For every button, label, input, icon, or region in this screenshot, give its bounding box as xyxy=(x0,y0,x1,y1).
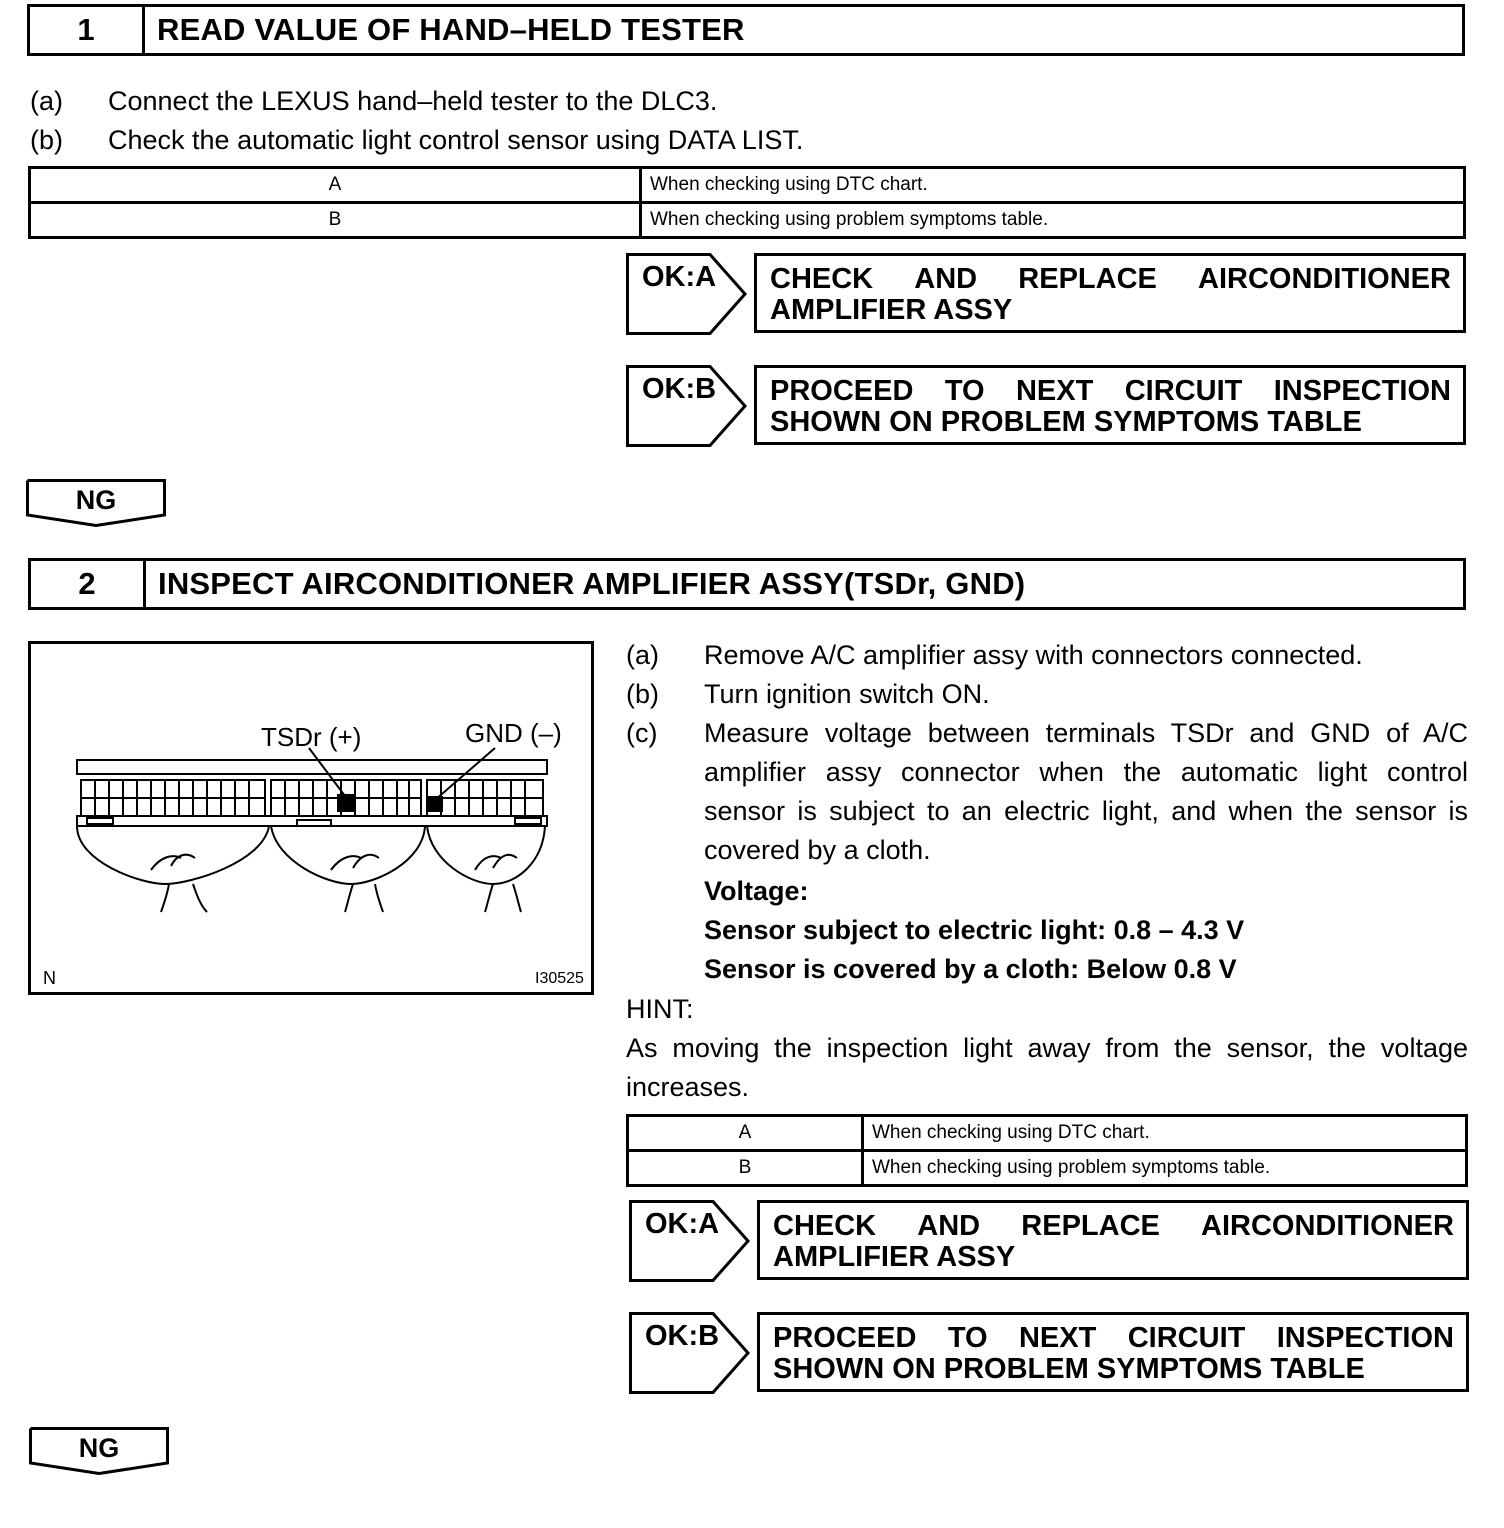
result-line-1: PROCEED TO NEXT CIRCUIT INSPECTION xyxy=(770,375,1451,407)
instruction-item xyxy=(30,121,1460,160)
ng-arrow xyxy=(26,479,166,527)
condition-table xyxy=(626,1114,1468,1187)
ok-b-arrow xyxy=(629,1312,753,1394)
connector-drawing xyxy=(31,644,591,992)
figure-id: I30525 xyxy=(535,970,584,987)
condition-desc: When checking using problem symptoms table. xyxy=(863,1151,1467,1186)
result-line-2: AMPLIFIER ASSY xyxy=(773,1241,1016,1273)
step-number: 2 xyxy=(31,561,146,607)
ok-b-arrow xyxy=(626,365,750,447)
table-row xyxy=(30,203,1465,238)
step-1-header xyxy=(27,4,1465,56)
instruction-item xyxy=(626,675,1468,714)
instruction-text: Remove A/C amplifier assy with connectors connected. xyxy=(704,640,1363,670)
voltage-spec-line: Sensor subject to electric light: 0.8 – 4.3 V xyxy=(704,915,1245,945)
ok-a-arrow xyxy=(626,253,750,335)
result-line-1: CHECK AND REPLACE AIRCONDITIONER xyxy=(770,263,1451,295)
gnd-label: GND (–) xyxy=(465,718,562,748)
figure-corner-left: N xyxy=(43,968,56,988)
condition-key: B xyxy=(628,1151,863,1186)
ng-label: NG xyxy=(78,1433,120,1463)
table-row xyxy=(628,1116,1467,1151)
instruction-text: Connect the LEXUS hand–held tester to the DLC3. xyxy=(108,86,718,116)
tsdr-label: TSDr (+) xyxy=(261,722,362,752)
ok-a-arrow xyxy=(629,1200,753,1282)
condition-desc: When checking using DTC chart. xyxy=(863,1116,1467,1151)
result-box xyxy=(754,365,1466,445)
result-box xyxy=(757,1200,1469,1280)
condition-key: A xyxy=(30,168,641,203)
voltage-spec-title: Voltage: xyxy=(704,876,809,906)
condition-key: A xyxy=(628,1116,863,1151)
instruction-label: (c) xyxy=(626,718,658,748)
ok-label: OK:B xyxy=(645,1320,720,1352)
result-line-1: PROCEED TO NEXT CIRCUIT INSPECTION xyxy=(773,1322,1454,1354)
instruction-text: Turn ignition switch ON. xyxy=(704,679,990,709)
instruction-item xyxy=(626,714,1468,870)
ng-label: NG xyxy=(75,485,117,515)
result-line-1: CHECK AND REPLACE AIRCONDITIONER xyxy=(773,1210,1454,1242)
instruction-label: (a) xyxy=(30,86,63,116)
result-box xyxy=(757,1312,1469,1392)
condition-key: B xyxy=(30,203,641,238)
result-line-2: SHOWN ON PROBLEM SYMPTOMS TABLE xyxy=(773,1353,1365,1385)
result-line-2: AMPLIFIER ASSY xyxy=(770,294,1013,326)
step-title: INSPECT AIRCONDITIONER AMPLIFIER ASSY(TSDr, GND) xyxy=(158,566,1026,601)
instruction-label: (b) xyxy=(30,125,63,155)
step-2-header xyxy=(28,558,1466,610)
hint-title: HINT: xyxy=(626,994,694,1024)
instruction-text: Measure voltage between terminals TSDr and GND of A/C amplifier assy connector when the automatic light control sensor is subject to an electric light, and when the sensor is covered by a cloth. xyxy=(704,718,1468,865)
connector-figure xyxy=(28,641,594,995)
ok-label: OK:A xyxy=(645,1208,720,1240)
instruction-label: (a) xyxy=(626,640,659,670)
step-title: READ VALUE OF HAND–HELD TESTER xyxy=(157,12,745,47)
table-row xyxy=(628,1151,1467,1186)
instruction-item xyxy=(626,636,1468,675)
instruction-text: Check the automatic light control sensor using DATA LIST. xyxy=(108,125,804,155)
table-row xyxy=(30,168,1465,203)
voltage-spec-line: Sensor is covered by a cloth: Below 0.8 V xyxy=(704,954,1237,984)
result-line-2: SHOWN ON PROBLEM SYMPTOMS TABLE xyxy=(770,406,1362,438)
ng-arrow xyxy=(29,1427,169,1475)
ok-label: OK:B xyxy=(642,373,717,405)
hint-text: As moving the inspection light away from the sensor, the voltage increases. xyxy=(626,1033,1468,1102)
ok-label: OK:A xyxy=(642,261,717,293)
condition-desc: When checking using problem symptoms table. xyxy=(641,203,1465,238)
condition-desc: When checking using DTC chart. xyxy=(641,168,1465,203)
result-box xyxy=(754,253,1466,333)
step-number: 1 xyxy=(30,7,145,53)
condition-table xyxy=(28,166,1466,239)
instruction-item xyxy=(30,82,1460,121)
instruction-label: (b) xyxy=(626,679,659,709)
